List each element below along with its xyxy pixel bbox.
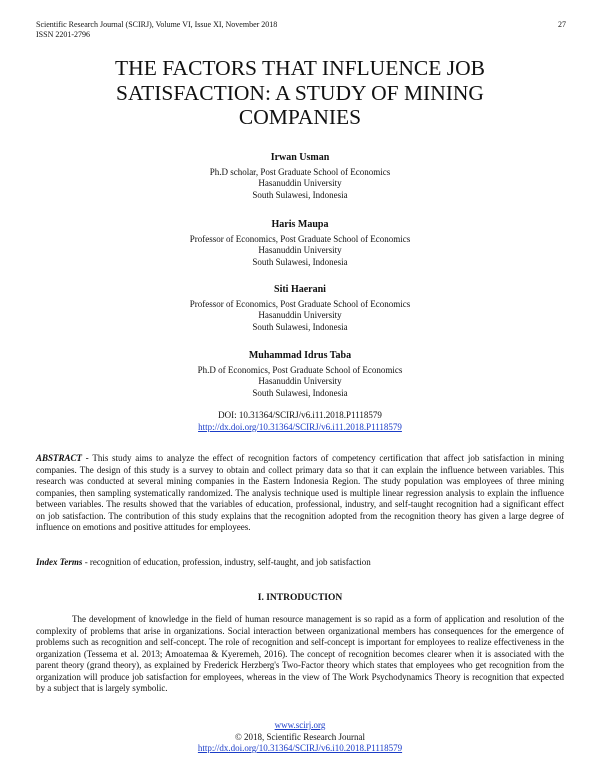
abstract-text: This study aims to analyze the effect of recognition factors of competency certification that affect job satisfaction in mining companies. The design of this study is a survey to obtain and collect primary data so that it can explain the influence between variables. This research was conducted at several mining companies in the Eastern Indonesia Region. The study population was employees of three mining companies, then sampling systematically randomized. The analysis technique used is multiple linear regression analysis to explain the influence between variables. The results showed that the variables of education, professional, industry, and self-taught recognition had a significant effect on job satisfaction. The contribution of this study explains that the recognition adopted from the recognition theory has given a large degree of influence on emotions and positive attitudes for employees.	[36, 453, 564, 532]
author-affiliation: Ph.D of Economics, Post Graduate School of Economics	[197, 364, 403, 375]
page-number: 27	[558, 20, 566, 29]
author-affiliation: Ph.D scholar, Post Graduate School of Economics	[209, 166, 391, 177]
author-location: South Sulawesi, Indonesia	[252, 387, 348, 398]
author-university: Hasanuddin University	[258, 310, 342, 320]
doi-block	[100, 410, 500, 433]
author-block	[100, 219, 500, 268]
issn: ISSN 2201-2796	[36, 30, 91, 39]
doi-link[interactable]: http://dx.doi.org/10.31364/SCIRJ/v6.i11.2018.P1118579	[198, 421, 402, 432]
author-block	[100, 350, 500, 399]
author-location: South Sulawesi, Indonesia	[252, 321, 348, 332]
index-terms-label: Index Terms	[36, 557, 83, 567]
author-name: Haris Maupa	[271, 219, 329, 230]
author-affiliation: Professor of Economics, Post Graduate School of Economics	[189, 233, 411, 244]
index-terms-text: - recognition of education, profession, industry, self-taught, and job satisfaction	[82, 557, 371, 567]
abstract-label: ABSTRACT -	[36, 453, 89, 463]
author-location: South Sulawesi, Indonesia	[252, 189, 348, 200]
author-university: Hasanuddin University	[258, 245, 342, 255]
author-name: Muhammad Idrus Taba	[248, 350, 352, 361]
website-link[interactable]: www.scirj.org	[274, 720, 326, 730]
author-name: Irwan Usman	[270, 152, 330, 163]
author-block	[100, 152, 500, 201]
author-university: Hasanuddin University	[258, 178, 342, 188]
footer-doi-link[interactable]: http://dx.doi.org/10.31364/SCIRJ/v6.i10.2018.P1118579	[197, 743, 403, 753]
author-location: South Sulawesi, Indonesia	[252, 256, 348, 267]
title-line: THE FACTORS THAT INFLUENCE JOB	[115, 56, 485, 80]
author-block	[100, 284, 500, 333]
running-header	[36, 20, 277, 40]
doi-text: DOI: 10.31364/SCIRJ/v6.i11.2018.P1118579	[218, 410, 382, 420]
section-heading: I. INTRODUCTION	[257, 593, 343, 603]
title-line: SATISFACTION: A STUDY OF MINING	[116, 80, 484, 105]
page-footer	[100, 720, 500, 755]
paper-title	[60, 56, 540, 130]
journal-line: Scientific Research Journal (SCIRJ), Volume VI, Issue XI, November 2018	[36, 20, 278, 29]
index-terms	[36, 557, 564, 569]
intro-paragraph: The development of knowledge in the field of human resource management is so rapid as a form of application and resolution of the complexity of problems that arise in organizations. Social interaction between organizational members has consequences for the emergence of problems such as recognition and self-concept. The role of recognition and self-concept is important for employees to realize effectiveness in the organization (Tessema et al. 2013; Amoatemaa & Kyeremeh, 2016). The concept of recognition becomes clearer when it is associated with the parent theory (grand theory), as explained by Frederick Herzberg's Two-Factor theory which states that employees who get recognition from the organization will produce job satisfaction for employees, whereas in the view of The Work Psychodynamics Theory is recognition that expected by a subject that is largely symbolic.	[36, 614, 564, 693]
copyright: © 2018, Scientific Research Journal	[234, 731, 366, 742]
abstract	[36, 453, 564, 534]
title-line: COMPANIES	[238, 105, 362, 129]
author-university: Hasanuddin University	[258, 376, 342, 386]
author-name: Siti Haerani	[274, 284, 326, 295]
author-affiliation: Professor of Economics, Post Graduate School of Economics	[189, 298, 411, 309]
